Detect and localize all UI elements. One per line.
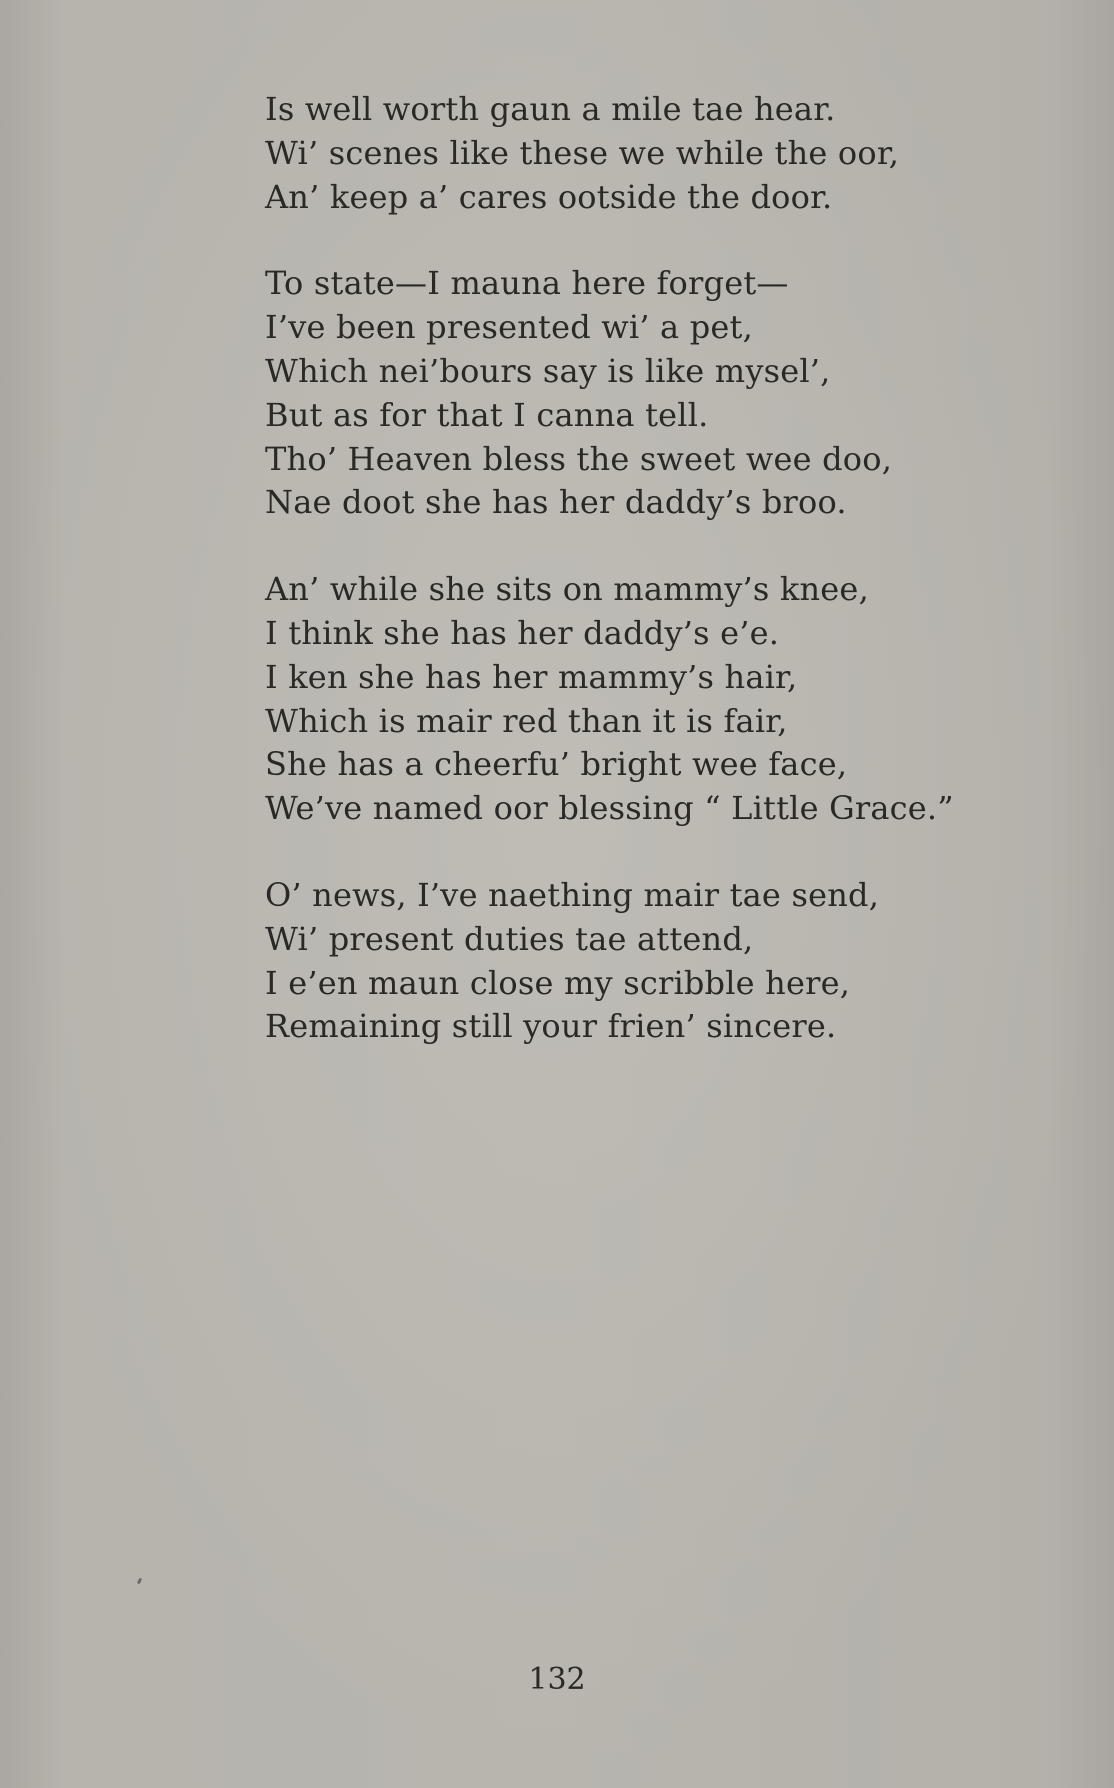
poem-line: Tho’ Heaven bless the sweet wee doo, — [265, 439, 893, 478]
poem-line: O’ news, I’ve naething mair tae send, — [265, 875, 880, 914]
poem-line: We’ve named oor blessing “ Little Grace.” — [265, 789, 954, 828]
poem-line: I ken she has her mammy’s hair, — [265, 657, 798, 696]
stanza-4 — [265, 874, 1085, 1049]
poem-line: I’ve been presented wi’ a pet, — [265, 308, 753, 347]
stanza-2 — [265, 262, 1085, 525]
poem-line: She has a cheerfu’ bright wee face, — [265, 745, 848, 784]
poem-line: Wi’ present duties tae attend, — [265, 919, 754, 958]
poem-line: An’ while she sits on mammy’s knee, — [265, 570, 869, 609]
stanza-1 — [265, 88, 1085, 219]
stanza-3 — [265, 568, 1085, 831]
poem-line: Wi’ scenes like these we while the oor, — [265, 133, 900, 172]
poem-line: Nae doot she has her daddy’s broo. — [265, 483, 847, 522]
poem-line: Remaining still your frien’ sincere. — [265, 1007, 837, 1046]
poem-text — [265, 88, 1085, 1092]
poem-line: I e’en maun close my scribble here, — [265, 963, 851, 1002]
poem-line: Is well worth gaun a mile tae hear. — [265, 90, 836, 128]
poem-line: But as for that I canna tell. — [265, 395, 709, 434]
paper-speck — [137, 1578, 142, 1585]
poem-line: An’ keep a’ cares ootside the door. — [265, 177, 833, 216]
page-number: 132 — [528, 1662, 586, 1697]
poem-line: Which nei’bours say is like mysel’, — [265, 351, 831, 390]
poem-line: I think she has her daddy’s e’e. — [265, 613, 780, 652]
poem-line: To state—I mauna here forget— — [265, 264, 789, 303]
poem-line: Which is mair red than it is fair, — [265, 701, 788, 740]
